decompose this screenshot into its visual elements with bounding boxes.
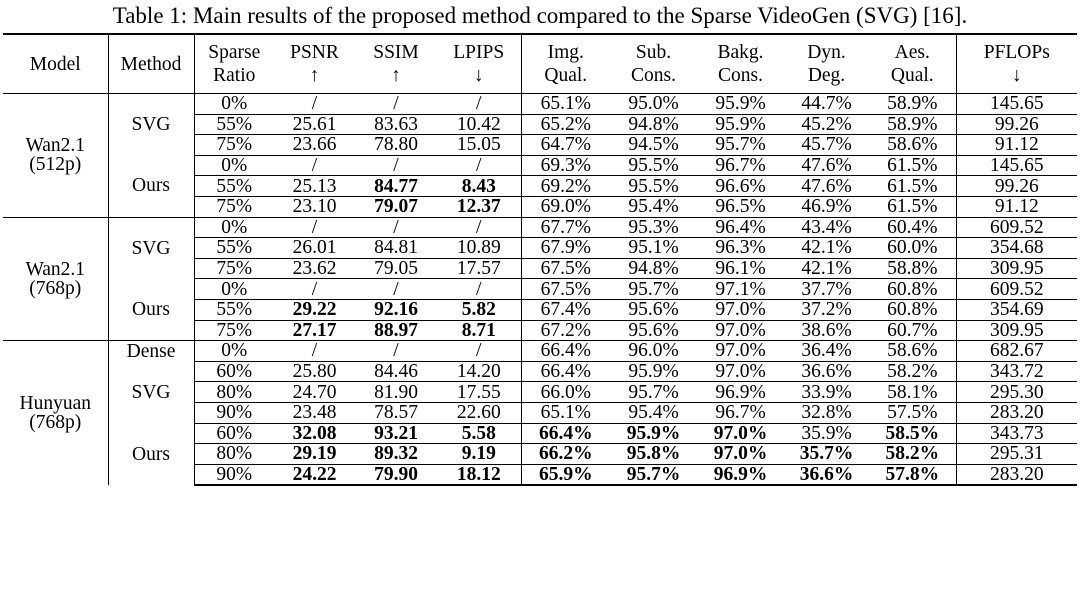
img-qual-cell: 65.1%	[521, 402, 610, 423]
model-cell	[3, 94, 108, 218]
dyn-deg-cell: 42.1%	[784, 238, 869, 259]
img-qual-cell: 65.1%	[521, 94, 610, 115]
ssim-cell: 81.90	[355, 382, 437, 403]
sparse-ratio-cell: 75%	[194, 196, 274, 217]
bakg-cons-cell: 96.6%	[697, 176, 784, 197]
model-label: (512p)	[29, 154, 82, 176]
header-aes-qual: Aes. Qual.	[869, 34, 956, 94]
bakg-cons-cell: 96.7%	[697, 402, 784, 423]
ssim-cell: 84.81	[355, 238, 437, 259]
img-qual-cell: 67.4%	[521, 299, 610, 320]
pflops-cell: 309.95	[956, 320, 1077, 341]
lpips-cell: 10.89	[437, 238, 521, 259]
lpips-cell: /	[437, 341, 521, 362]
ssim-cell: 78.80	[355, 135, 437, 156]
header-psnr: PSNR ↑	[274, 34, 355, 94]
psnr-cell: 25.80	[274, 361, 355, 382]
img-qual-cell: 65.2%	[521, 114, 610, 135]
results-body	[3, 94, 1077, 486]
bakg-cons-cell: 97.0%	[697, 299, 784, 320]
header-bakg-cons: Bakg. Cons.	[697, 34, 784, 94]
sparse-ratio-cell: 90%	[194, 464, 274, 485]
bakg-cons-cell: 96.7%	[697, 155, 784, 176]
sub-cons-cell: 94.5%	[610, 135, 697, 156]
dyn-deg-cell: 46.9%	[784, 196, 869, 217]
model-label: (768p)	[29, 412, 82, 434]
psnr-cell: 23.62	[274, 258, 355, 279]
psnr-cell: 29.19	[274, 444, 355, 465]
header-ssim: SSIM ↑	[355, 34, 437, 94]
img-qual-cell: 64.7%	[521, 135, 610, 156]
psnr-cell: /	[274, 279, 355, 300]
header-pflops: PFLOPs ↓	[956, 34, 1077, 94]
ssim-cell: 84.77	[355, 176, 437, 197]
lpips-cell: 10.42	[437, 114, 521, 135]
pflops-cell: 609.52	[956, 279, 1077, 300]
method-cell: Ours	[108, 155, 194, 217]
pflops-cell: 309.95	[956, 258, 1077, 279]
pflops-cell: 99.26	[956, 114, 1077, 135]
psnr-cell: 23.10	[274, 196, 355, 217]
dyn-deg-cell: 42.1%	[784, 258, 869, 279]
dyn-deg-cell: 38.6%	[784, 320, 869, 341]
ssim-cell: /	[355, 341, 437, 362]
header-row	[3, 34, 1077, 94]
sparse-ratio-cell: 55%	[194, 176, 274, 197]
sparse-ratio-cell: 75%	[194, 135, 274, 156]
sparse-ratio-cell: 60%	[194, 361, 274, 382]
model-label: Wan2.1	[25, 135, 86, 157]
img-qual-cell: 66.0%	[521, 382, 610, 403]
header-sparse-ratio: Sparse Ratio	[194, 34, 274, 94]
img-qual-cell: 69.3%	[521, 155, 610, 176]
model-cell	[3, 217, 108, 341]
dyn-deg-cell: 43.4%	[784, 217, 869, 238]
psnr-cell: 23.66	[274, 135, 355, 156]
ssim-cell: 92.16	[355, 299, 437, 320]
ssim-cell: 79.05	[355, 258, 437, 279]
lpips-cell: 17.57	[437, 258, 521, 279]
bakg-cons-cell: 97.1%	[697, 279, 784, 300]
sub-cons-cell: 94.8%	[610, 114, 697, 135]
bakg-cons-cell: 97.0%	[697, 320, 784, 341]
ssim-cell: /	[355, 155, 437, 176]
sub-cons-cell: 95.4%	[610, 196, 697, 217]
psnr-cell: 25.61	[274, 114, 355, 135]
sparse-ratio-cell: 90%	[194, 402, 274, 423]
sub-cons-cell: 95.1%	[610, 238, 697, 259]
ssim-cell: 83.63	[355, 114, 437, 135]
lpips-cell: 18.12	[437, 464, 521, 485]
aes-qual-cell: 58.9%	[869, 94, 956, 115]
sub-cons-cell: 95.5%	[610, 155, 697, 176]
sub-cons-cell: 95.6%	[610, 299, 697, 320]
table-row	[3, 217, 1077, 238]
psnr-cell: /	[274, 94, 355, 115]
pflops-cell: 682.67	[956, 341, 1077, 362]
img-qual-cell: 66.2%	[521, 444, 610, 465]
dyn-deg-cell: 44.7%	[784, 94, 869, 115]
dyn-deg-cell: 33.9%	[784, 382, 869, 403]
sparse-ratio-cell: 55%	[194, 114, 274, 135]
aes-qual-cell: 58.2%	[869, 444, 956, 465]
bakg-cons-cell: 96.4%	[697, 217, 784, 238]
img-qual-cell: 67.5%	[521, 258, 610, 279]
lpips-cell: 14.20	[437, 361, 521, 382]
sparse-ratio-cell: 60%	[194, 423, 274, 444]
sparse-ratio-cell: 75%	[194, 320, 274, 341]
lpips-cell: /	[437, 94, 521, 115]
dyn-deg-cell: 35.9%	[784, 423, 869, 444]
table-row	[3, 423, 1077, 444]
table-caption: Table 1: Main results of the proposed method compared to the Sparse VideoGen (SVG) [16].	[112, 3, 968, 28]
aes-qual-cell: 61.5%	[869, 176, 956, 197]
ssim-cell: 89.32	[355, 444, 437, 465]
ssim-cell: 78.57	[355, 402, 437, 423]
lpips-cell: 8.71	[437, 320, 521, 341]
img-qual-cell: 67.5%	[521, 279, 610, 300]
aes-qual-cell: 58.9%	[869, 114, 956, 135]
sparse-ratio-cell: 0%	[194, 341, 274, 362]
psnr-cell: 26.01	[274, 238, 355, 259]
sub-cons-cell: 96.0%	[610, 341, 697, 362]
img-qual-cell: 67.2%	[521, 320, 610, 341]
aes-qual-cell: 60.8%	[869, 299, 956, 320]
pflops-cell: 91.12	[956, 196, 1077, 217]
dyn-deg-cell: 47.6%	[784, 176, 869, 197]
method-cell: SVG	[108, 361, 194, 423]
pflops-cell: 283.20	[956, 464, 1077, 485]
lpips-cell: 8.43	[437, 176, 521, 197]
pflops-cell: 283.20	[956, 402, 1077, 423]
header-lpips: LPIPS ↓	[437, 34, 521, 94]
pflops-cell: 145.65	[956, 155, 1077, 176]
bakg-cons-cell: 96.9%	[697, 464, 784, 485]
table-row	[3, 94, 1077, 115]
sub-cons-cell: 95.8%	[610, 444, 697, 465]
sub-cons-cell: 95.7%	[610, 464, 697, 485]
sub-cons-cell: 95.3%	[610, 217, 697, 238]
ssim-cell: /	[355, 94, 437, 115]
aes-qual-cell: 60.4%	[869, 217, 956, 238]
sparse-ratio-cell: 0%	[194, 155, 274, 176]
method-cell: Ours	[108, 423, 194, 485]
img-qual-cell: 66.4%	[521, 423, 610, 444]
dyn-deg-cell: 45.2%	[784, 114, 869, 135]
dyn-deg-cell: 36.6%	[784, 361, 869, 382]
method-cell: Ours	[108, 279, 194, 341]
ssim-cell: /	[355, 217, 437, 238]
psnr-cell: 27.17	[274, 320, 355, 341]
dyn-deg-cell: 47.6%	[784, 155, 869, 176]
psnr-cell: /	[274, 217, 355, 238]
pflops-cell: 354.68	[956, 238, 1077, 259]
sparse-ratio-cell: 75%	[194, 258, 274, 279]
aes-qual-cell: 58.6%	[869, 135, 956, 156]
pflops-cell: 145.65	[956, 94, 1077, 115]
sub-cons-cell: 95.9%	[610, 423, 697, 444]
pflops-cell: 354.69	[956, 299, 1077, 320]
header-method: Method	[108, 34, 194, 94]
sub-cons-cell: 95.7%	[610, 382, 697, 403]
method-cell: SVG	[108, 94, 194, 156]
aes-qual-cell: 61.5%	[869, 155, 956, 176]
img-qual-cell: 67.7%	[521, 217, 610, 238]
sparse-ratio-cell: 0%	[194, 94, 274, 115]
aes-qual-cell: 57.8%	[869, 464, 956, 485]
dyn-deg-cell: 37.2%	[784, 299, 869, 320]
lpips-cell: 17.55	[437, 382, 521, 403]
lpips-cell: 15.05	[437, 135, 521, 156]
bakg-cons-cell: 95.9%	[697, 94, 784, 115]
header-dyn-deg: Dyn. Deg.	[784, 34, 869, 94]
aes-qual-cell: 57.5%	[869, 402, 956, 423]
method-cell: SVG	[108, 217, 194, 279]
bakg-cons-cell: 97.0%	[697, 423, 784, 444]
aes-qual-cell: 58.8%	[869, 258, 956, 279]
dyn-deg-cell: 37.7%	[784, 279, 869, 300]
lpips-cell: /	[437, 155, 521, 176]
bakg-cons-cell: 96.9%	[697, 382, 784, 403]
psnr-cell: 32.08	[274, 423, 355, 444]
sparse-ratio-cell: 80%	[194, 382, 274, 403]
model-label: Wan2.1	[25, 258, 86, 280]
sparse-ratio-cell: 55%	[194, 299, 274, 320]
psnr-cell: /	[274, 341, 355, 362]
pflops-cell: 343.72	[956, 361, 1077, 382]
sub-cons-cell: 95.0%	[610, 94, 697, 115]
aes-qual-cell: 60.7%	[869, 320, 956, 341]
ssim-cell: 88.97	[355, 320, 437, 341]
psnr-cell: 24.70	[274, 382, 355, 403]
bakg-cons-cell: 95.9%	[697, 114, 784, 135]
table-row	[3, 361, 1077, 382]
lpips-cell: /	[437, 217, 521, 238]
dyn-deg-cell: 32.8%	[784, 402, 869, 423]
ssim-cell: 79.07	[355, 196, 437, 217]
sub-cons-cell: 95.5%	[610, 176, 697, 197]
img-qual-cell: 65.9%	[521, 464, 610, 485]
img-qual-cell: 66.4%	[521, 361, 610, 382]
aes-qual-cell: 58.2%	[869, 361, 956, 382]
aes-qual-cell: 58.6%	[869, 341, 956, 362]
lpips-cell: 9.19	[437, 444, 521, 465]
lpips-cell: 5.82	[437, 299, 521, 320]
sub-cons-cell: 95.7%	[610, 279, 697, 300]
bakg-cons-cell: 95.7%	[697, 135, 784, 156]
lpips-cell: /	[437, 279, 521, 300]
sub-cons-cell: 95.6%	[610, 320, 697, 341]
header-img-qual: Img. Qual.	[521, 34, 610, 94]
psnr-cell: 29.22	[274, 299, 355, 320]
sub-cons-cell: 95.9%	[610, 361, 697, 382]
pflops-cell: 295.31	[956, 444, 1077, 465]
psnr-cell: 24.22	[274, 464, 355, 485]
bakg-cons-cell: 96.5%	[697, 196, 784, 217]
header-sub-cons: Sub. Cons.	[610, 34, 697, 94]
ssim-cell: /	[355, 279, 437, 300]
pflops-cell: 295.30	[956, 382, 1077, 403]
table-row	[3, 155, 1077, 176]
psnr-cell: 23.48	[274, 402, 355, 423]
sparse-ratio-cell: 0%	[194, 279, 274, 300]
aes-qual-cell: 60.0%	[869, 238, 956, 259]
sparse-ratio-cell: 55%	[194, 238, 274, 259]
img-qual-cell: 66.4%	[521, 341, 610, 362]
dyn-deg-cell: 36.6%	[784, 464, 869, 485]
psnr-cell: 25.13	[274, 176, 355, 197]
pflops-cell: 609.52	[956, 217, 1077, 238]
model-cell	[3, 341, 108, 486]
table-row	[3, 279, 1077, 300]
ssim-cell: 84.46	[355, 361, 437, 382]
img-qual-cell: 69.0%	[521, 196, 610, 217]
model-label: Hunyuan	[19, 393, 91, 415]
img-qual-cell: 67.9%	[521, 238, 610, 259]
pflops-cell: 343.73	[956, 423, 1077, 444]
sub-cons-cell: 95.4%	[610, 402, 697, 423]
dyn-deg-cell: 36.4%	[784, 341, 869, 362]
bakg-cons-cell: 96.1%	[697, 258, 784, 279]
pflops-cell: 99.26	[956, 176, 1077, 197]
aes-qual-cell: 58.1%	[869, 382, 956, 403]
sub-cons-cell: 94.8%	[610, 258, 697, 279]
img-qual-cell: 69.2%	[521, 176, 610, 197]
header-model: Model	[3, 34, 108, 94]
aes-qual-cell: 61.5%	[869, 196, 956, 217]
table-row	[3, 341, 1077, 362]
lpips-cell: 22.60	[437, 402, 521, 423]
bakg-cons-cell: 97.0%	[697, 341, 784, 362]
psnr-cell: /	[274, 155, 355, 176]
lpips-cell: 12.37	[437, 196, 521, 217]
bakg-cons-cell: 97.0%	[697, 361, 784, 382]
dyn-deg-cell: 45.7%	[784, 135, 869, 156]
method-cell: Dense	[108, 341, 194, 362]
sparse-ratio-cell: 0%	[194, 217, 274, 238]
results-table	[3, 33, 1077, 486]
aes-qual-cell: 58.5%	[869, 423, 956, 444]
pflops-cell: 91.12	[956, 135, 1077, 156]
bakg-cons-cell: 97.0%	[697, 444, 784, 465]
lpips-cell: 5.58	[437, 423, 521, 444]
ssim-cell: 93.21	[355, 423, 437, 444]
aes-qual-cell: 60.8%	[869, 279, 956, 300]
bakg-cons-cell: 96.3%	[697, 238, 784, 259]
dyn-deg-cell: 35.7%	[784, 444, 869, 465]
ssim-cell: 79.90	[355, 464, 437, 485]
sparse-ratio-cell: 80%	[194, 444, 274, 465]
model-label: (768p)	[29, 277, 82, 299]
